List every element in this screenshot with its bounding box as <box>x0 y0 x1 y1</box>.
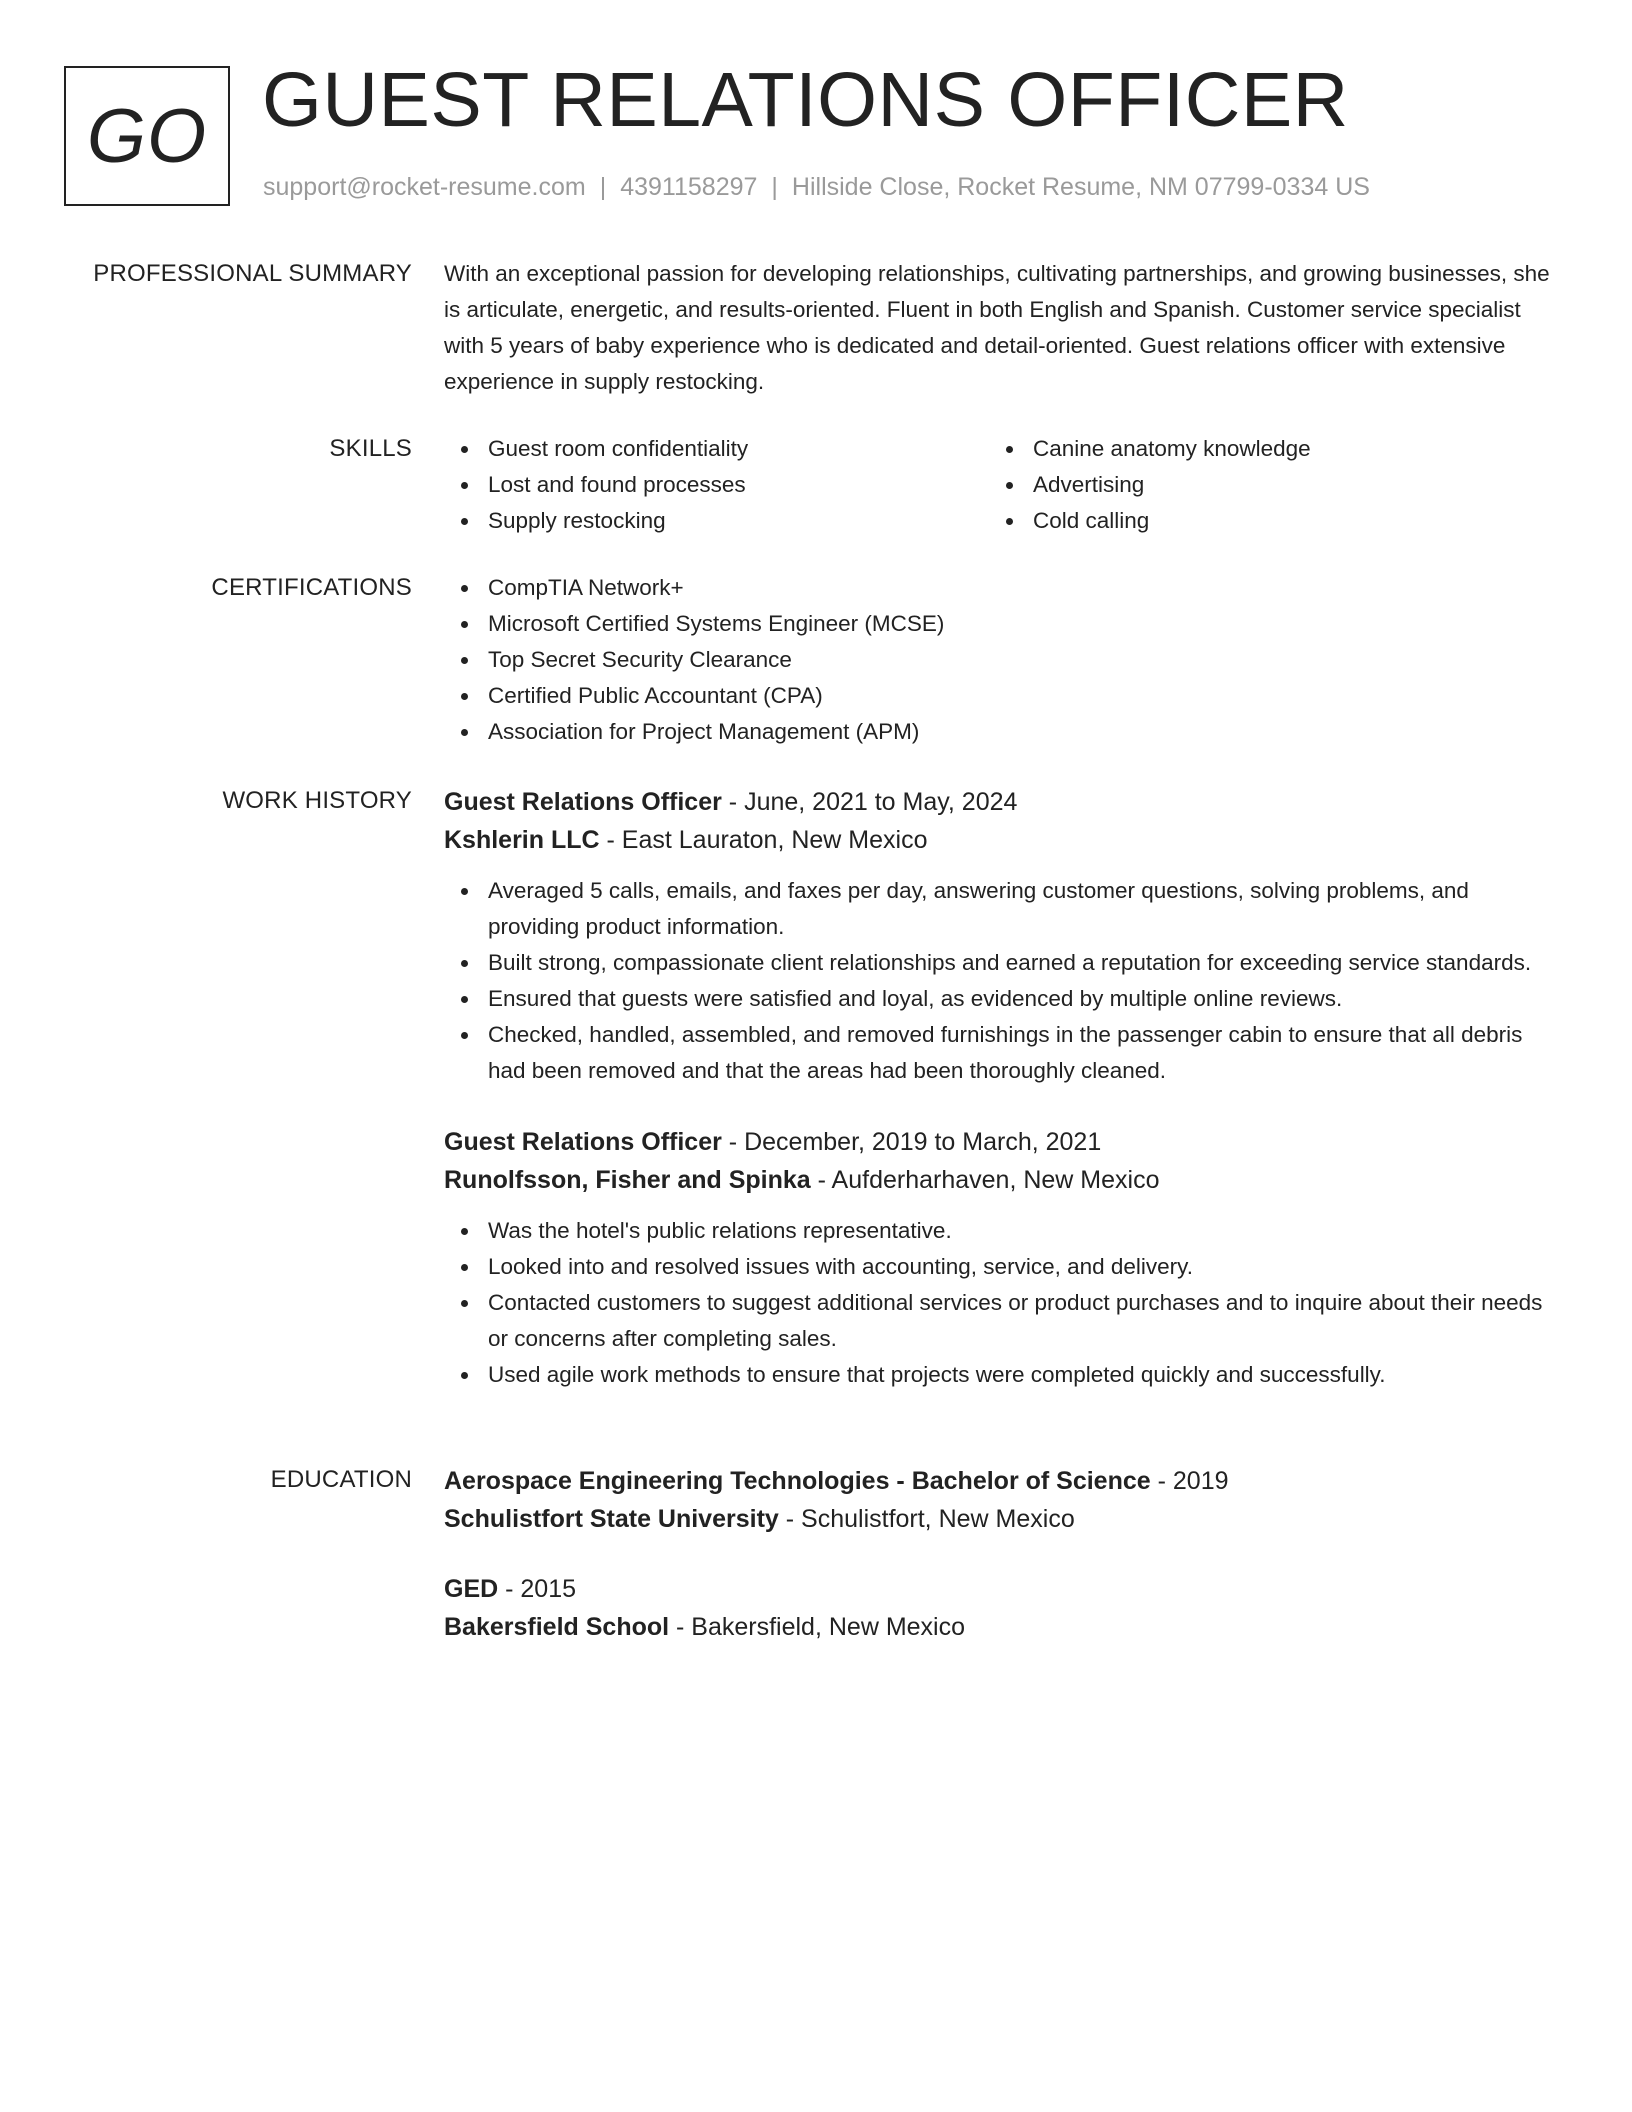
job-duty-item: Looked into and resolved issues with accounting, service, and delivery. <box>444 1249 1554 1285</box>
job-title: Guest Relations Officer <box>444 788 722 816</box>
job-company-line <box>444 821 1554 859</box>
job-duty-item: Checked, handled, assembled, and removed furnishings in the passenger cabin to ensure that all debris had been removed and that the areas had been thoroughly cleaned. <box>444 1017 1554 1089</box>
job-duty-item: Ensured that guests were satisfied and loyal, as evidenced by multiple online reviews. <box>444 981 1554 1017</box>
degree-line <box>444 1570 1554 1608</box>
job-duties-list <box>444 1213 1554 1393</box>
certification-item: Top Secret Security Clearance <box>444 642 1554 678</box>
degree-name: Aerospace Engineering Technologies - Bachelor of Science <box>444 1467 1151 1495</box>
job-entry <box>444 783 1554 1089</box>
skill-item: Advertising <box>989 467 1534 503</box>
job-duty-item: Averaged 5 calls, emails, and faxes per day, answering customer questions, solving problems, and providing product information. <box>444 873 1554 945</box>
job-duty-item: Used agile work methods to ensure that projects were completed quickly and successfully. <box>444 1357 1554 1393</box>
contact-phone[interactable]: 4391158297 <box>620 173 758 201</box>
section-heading-summary: PROFESSIONAL SUMMARY <box>93 260 412 287</box>
degree-line <box>444 1462 1554 1500</box>
contact-address: Hillside Close, Rocket Resume, NM 07799-0334 US <box>791 173 1370 201</box>
certification-item: Association for Project Management (APM) <box>444 714 1554 750</box>
skills-list <box>444 431 1554 539</box>
job-location: - East Lauraton, New Mexico <box>599 826 928 854</box>
job-duty-item: Was the hotel's public relations representative. <box>444 1213 1554 1249</box>
job-title-line <box>444 1123 1554 1161</box>
education-entry <box>444 1570 1554 1646</box>
job-title: Guest Relations Officer <box>444 1128 722 1156</box>
skill-item: Guest room confidentiality <box>444 431 989 467</box>
certification-item: Microsoft Certified Systems Engineer (MCSE) <box>444 606 1554 642</box>
summary-body <box>444 256 1554 400</box>
section-heading-education: EDUCATION <box>270 1466 412 1493</box>
skill-item: Supply restocking <box>444 503 989 539</box>
job-duties-list <box>444 873 1554 1089</box>
school-line <box>444 1608 1554 1646</box>
skill-item: Canine anatomy knowledge <box>989 431 1534 467</box>
skills-body <box>444 431 1554 539</box>
job-title-line <box>444 783 1554 821</box>
school-name: Bakersfield School <box>444 1613 670 1641</box>
job-location: - Aufderharhaven, New Mexico <box>810 1166 1160 1194</box>
job-dates: - June, 2021 to May, 2024 <box>721 788 1018 816</box>
education-body <box>444 1462 1554 1646</box>
certifications-body <box>444 570 1554 750</box>
degree-year: - 2015 <box>498 1575 577 1603</box>
contact-separator: | <box>599 173 607 201</box>
degree-year: - 2019 <box>1150 1467 1229 1495</box>
section-heading-certifications: CERTIFICATIONS <box>211 574 412 601</box>
job-company: Runolfsson, Fisher and Spinka <box>444 1166 811 1194</box>
job-duty-item: Contacted customers to suggest additional services or product purchases and to inquire about their needs or concerns after completing sales. <box>444 1285 1554 1357</box>
job-dates: - December, 2019 to March, 2021 <box>721 1128 1102 1156</box>
skill-item: Cold calling <box>989 503 1534 539</box>
monogram-logo: GO <box>64 66 230 206</box>
summary-text: With an exceptional passion for developing relationships, cultivating partnerships, and growing businesses, she is articulate, energetic, and results-oriented. Fluent in both English and Spanish. Customer service specialist with 5 years of baby experience who is dedicated and detail-oriented. Guest relations officer with extensive experience in supply restocking. <box>444 261 1550 394</box>
job-entry <box>444 1123 1554 1393</box>
skill-item: Lost and found processes <box>444 467 989 503</box>
job-company-line <box>444 1161 1554 1199</box>
certifications-list <box>444 570 1554 750</box>
certification-item: CompTIA Network+ <box>444 570 1554 606</box>
school-line <box>444 1500 1554 1538</box>
contact-line <box>263 172 1370 202</box>
work-history-body <box>444 783 1554 1393</box>
degree-name: GED <box>444 1575 499 1603</box>
section-heading-work-history: WORK HISTORY <box>222 787 412 814</box>
education-entry <box>444 1462 1554 1538</box>
contact-separator: | <box>771 173 778 201</box>
contact-email[interactable]: support@rocket-resume.com <box>263 173 586 201</box>
school-name: Schulistfort State University <box>444 1505 779 1533</box>
job-company: Kshlerin LLC <box>444 826 600 854</box>
certification-item: Certified Public Accountant (CPA) <box>444 678 1554 714</box>
section-heading-skills: SKILLS <box>329 435 412 462</box>
school-location: - Bakersfield, New Mexico <box>669 1613 966 1641</box>
job-duty-item: Built strong, compassionate client relationships and earned a reputation for exceeding service standards. <box>444 945 1554 981</box>
page-title: GUEST RELATIONS OFFICER <box>262 57 1349 143</box>
school-location: - Schulistfort, New Mexico <box>778 1505 1075 1533</box>
